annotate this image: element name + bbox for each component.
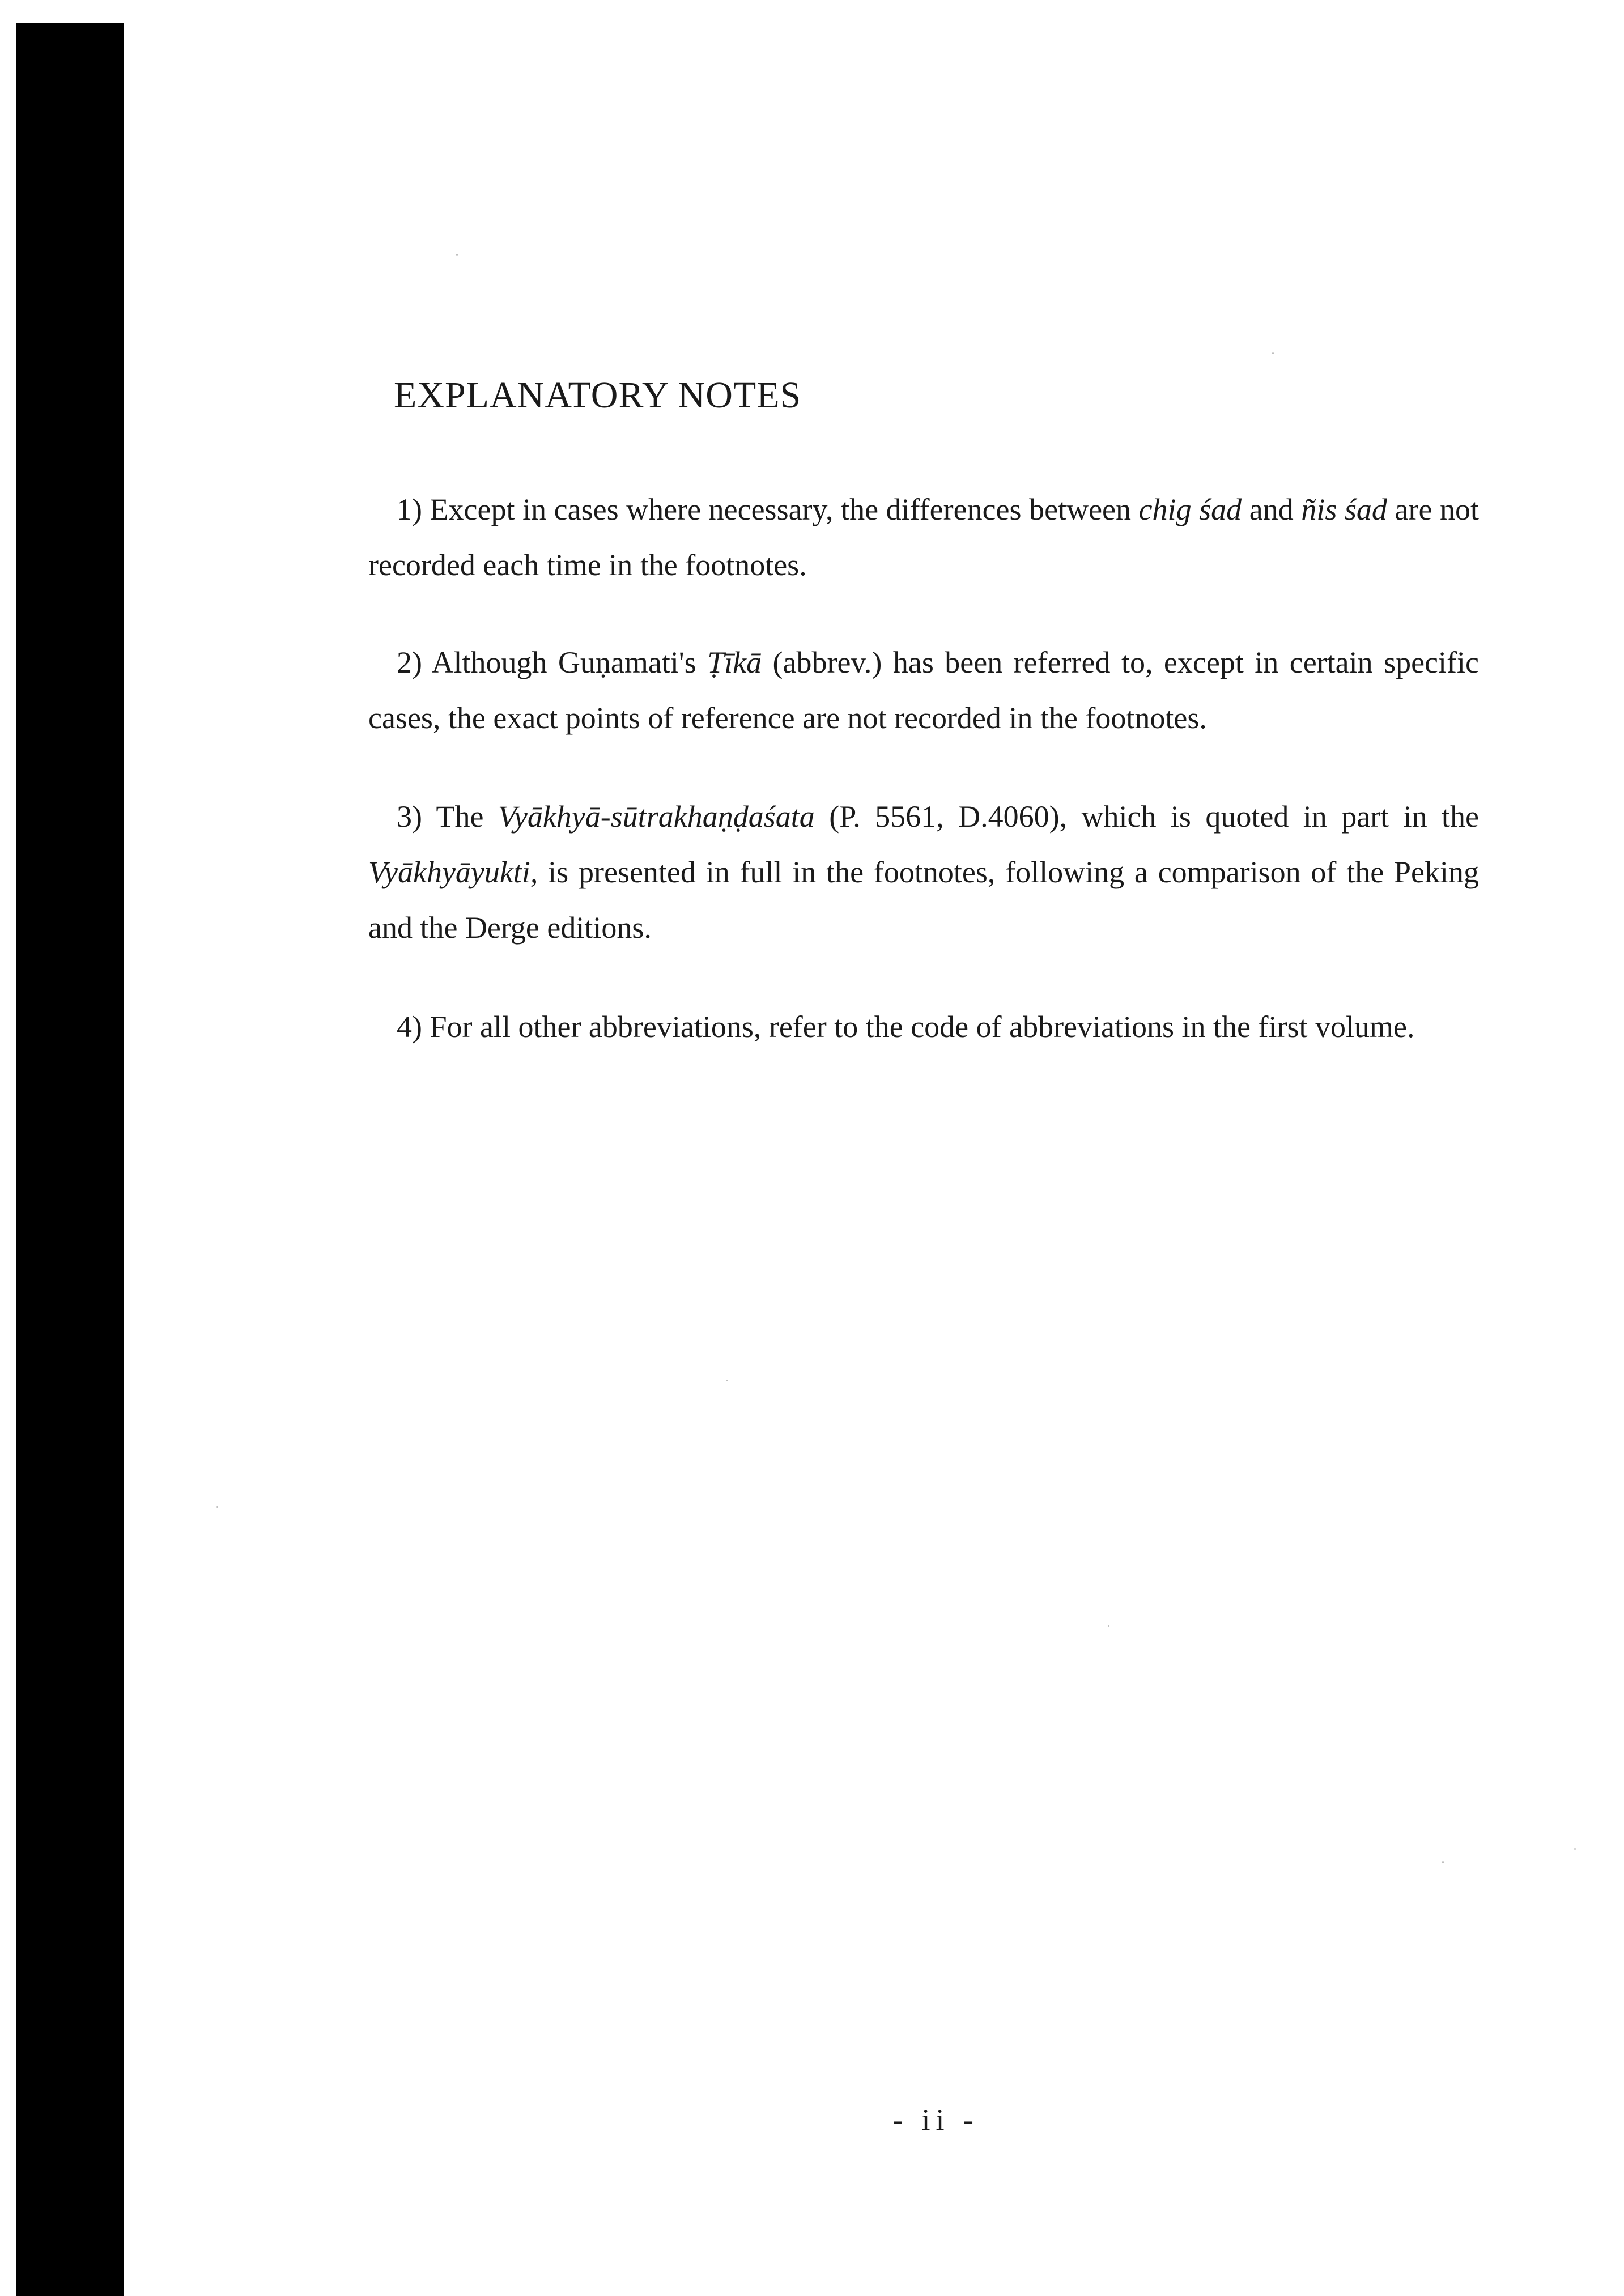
note-text: is presented in full in the footnotes, following a comparison of the Peking and the Derge editions. [368, 855, 1479, 945]
note-number: 4) [397, 1010, 430, 1044]
note-italic-term: Vyākhyā-sūtrakhaṇḍaśata [498, 800, 815, 834]
note-text: The [436, 800, 498, 834]
scan-speck [726, 1380, 728, 1381]
note-text: For all other abbreviations, refer to the code of abbreviations in the first volume. [430, 1010, 1415, 1044]
note-number: 2) [397, 645, 432, 679]
note-number: 1) [397, 492, 430, 526]
scan-speck [456, 254, 458, 256]
document-heading: EXPLANATORY NOTES [394, 375, 802, 416]
scan-speck [1108, 1625, 1109, 1627]
note-italic-term: chig śad [1138, 492, 1242, 526]
page-number: - ii - [892, 2103, 979, 2137]
note-italic-term: Ṭīkā [707, 645, 762, 679]
note-text: Although Guṇamati's [431, 645, 708, 679]
explanatory-note-1 [368, 482, 1479, 593]
note-italic-term: ñis śad [1301, 492, 1387, 526]
note-number: 3) [397, 800, 436, 834]
note-text: and [1242, 492, 1302, 526]
scan-speck [1272, 352, 1274, 354]
scan-speck [1442, 1861, 1444, 1863]
note-italic-term: Vyākhyāyukti, [368, 855, 538, 889]
note-text: Except in cases where necessary, the differences between [430, 492, 1139, 526]
explanatory-note-3 [368, 789, 1479, 955]
scanned-binding-edge [16, 23, 124, 2296]
note-text: (abbrev.) has been referred to, except in certain specific cases, the exact points of reference are not recorded in the footnotes. [368, 645, 1479, 735]
note-text: are not recorded each time in the footnotes. [368, 492, 1480, 582]
explanatory-note-2 [368, 635, 1479, 746]
scan-speck [216, 1506, 218, 1508]
note-text: (P. 5561, D.4060), which is quoted in part in the [814, 800, 1479, 834]
explanatory-note-4 [368, 990, 1479, 1063]
scan-speck [1574, 1848, 1576, 1850]
